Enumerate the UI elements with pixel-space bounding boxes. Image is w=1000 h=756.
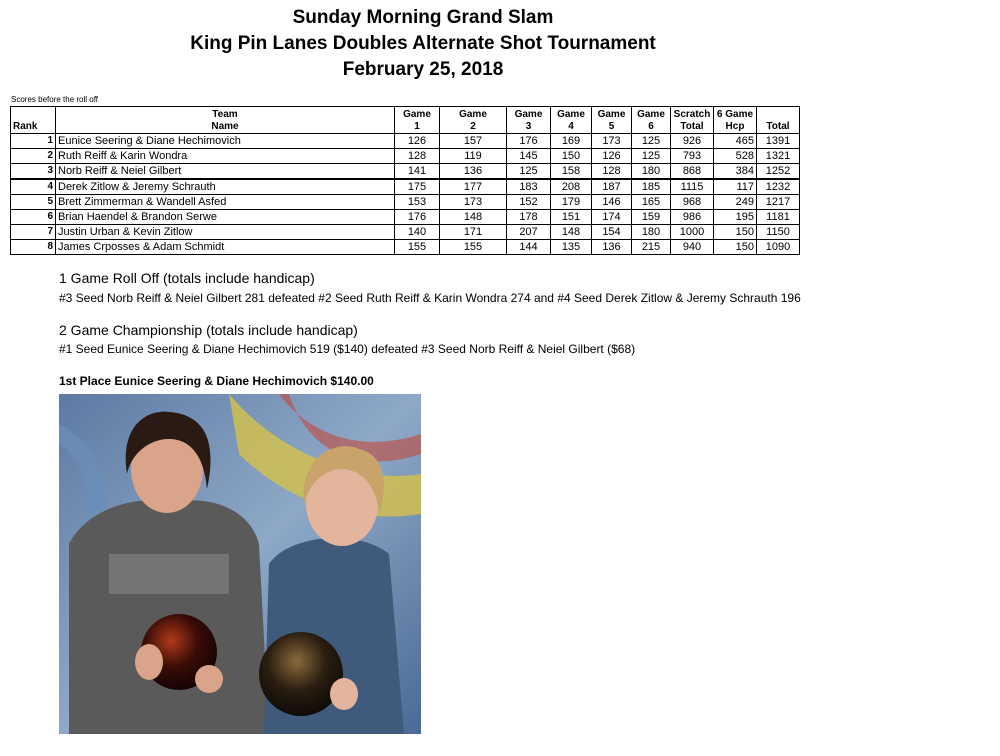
- game-5-cell: 187: [592, 179, 632, 195]
- team-name-cell: James Crposses & Adam Schmidt: [56, 240, 395, 255]
- game-6-cell: 180: [632, 225, 671, 240]
- game-6-cell: 215: [632, 240, 671, 255]
- game-3-cell: 152: [507, 195, 551, 210]
- team-name-cell: Brett Zimmerman & Wandell Asfed: [56, 195, 395, 210]
- scores-note: Scores before the roll off: [11, 95, 99, 104]
- hand-left: [135, 644, 163, 680]
- col-hcp: 6 Game Hcp: [714, 107, 757, 134]
- handicap-cell: 195: [714, 210, 757, 225]
- game-5-cell: 146: [592, 195, 632, 210]
- person-left-sweater-pattern: [109, 554, 229, 594]
- scratch-total-cell: 793: [671, 149, 714, 164]
- rank-cell: 8: [11, 240, 56, 255]
- scratch-total-cell: 968: [671, 195, 714, 210]
- game-5-cell: 154: [592, 225, 632, 240]
- game-2-cell: 157: [440, 134, 507, 149]
- scratch-total-cell: 1000: [671, 225, 714, 240]
- game-3-cell: 178: [507, 210, 551, 225]
- game-4-cell: 135: [551, 240, 592, 255]
- game-5-cell: 128: [592, 164, 632, 180]
- bowling-ball-right: [259, 632, 343, 716]
- total-cell: 1391: [757, 134, 800, 149]
- scratch-total-cell: 1115: [671, 179, 714, 195]
- table-row: [11, 179, 800, 195]
- championship-title: 2 Game Championship (totals include handicap): [59, 322, 358, 338]
- game-2-cell: 136: [440, 164, 507, 180]
- handicap-cell: 249: [714, 195, 757, 210]
- hand-right-2: [330, 678, 358, 710]
- rolloff-title: 1 Game Roll Off (totals include handicap): [59, 270, 315, 286]
- total-cell: 1150: [757, 225, 800, 240]
- game-3-cell: 176: [507, 134, 551, 149]
- game-6-cell: 165: [632, 195, 671, 210]
- game-6-cell: 185: [632, 179, 671, 195]
- col-team: Team Name: [56, 107, 395, 134]
- col-game-1: Game 1: [395, 107, 440, 134]
- total-cell: 1252: [757, 164, 800, 180]
- team-name-cell: Brian Haendel & Brandon Serwe: [56, 210, 395, 225]
- game-4-cell: 169: [551, 134, 592, 149]
- col-game-2: Game 2: [440, 107, 507, 134]
- game-2-cell: 119: [440, 149, 507, 164]
- game-4-cell: 151: [551, 210, 592, 225]
- table-header-row: [11, 107, 800, 134]
- game-1-cell: 128: [395, 149, 440, 164]
- game-1-cell: 141: [395, 164, 440, 180]
- table-row: [11, 225, 800, 240]
- col-game-4: Game 4: [551, 107, 592, 134]
- table-row: [11, 149, 800, 164]
- scratch-total-cell: 868: [671, 164, 714, 180]
- total-cell: 1217: [757, 195, 800, 210]
- handicap-cell: 465: [714, 134, 757, 149]
- game-1-cell: 153: [395, 195, 440, 210]
- scratch-total-cell: 926: [671, 134, 714, 149]
- winner-caption: 1st Place Eunice Seering & Diane Hechimovich $140.00: [59, 374, 374, 388]
- game-1-cell: 140: [395, 225, 440, 240]
- winners-photo: [59, 394, 421, 734]
- game-5-cell: 126: [592, 149, 632, 164]
- game-5-cell: 136: [592, 240, 632, 255]
- game-1-cell: 126: [395, 134, 440, 149]
- championship-text: #1 Seed Eunice Seering & Diane Hechimovich 519 ($140) defeated #3 Seed Norb Reiff & Neiel Gilbert ($68): [59, 342, 636, 356]
- table-row: [11, 164, 800, 180]
- scratch-total-cell: 940: [671, 240, 714, 255]
- game-2-cell: 148: [440, 210, 507, 225]
- total-cell: 1321: [757, 149, 800, 164]
- game-6-cell: 180: [632, 164, 671, 180]
- table-row: [11, 195, 800, 210]
- game-4-cell: 208: [551, 179, 592, 195]
- handicap-cell: 384: [714, 164, 757, 180]
- handicap-cell: 150: [714, 225, 757, 240]
- rank-cell: 6: [11, 210, 56, 225]
- game-4-cell: 150: [551, 149, 592, 164]
- game-5-cell: 173: [592, 134, 632, 149]
- team-name-cell: Eunice Seering & Diane Hechimovich: [56, 134, 395, 149]
- game-1-cell: 155: [395, 240, 440, 255]
- rank-cell: 3: [11, 164, 56, 180]
- game-2-cell: 155: [440, 240, 507, 255]
- rank-cell: 7: [11, 225, 56, 240]
- col-game-3: Game 3: [507, 107, 551, 134]
- col-scratch-total: Scratch Total: [671, 107, 714, 134]
- table-row: [11, 134, 800, 149]
- game-3-cell: 125: [507, 164, 551, 180]
- hand-right: [195, 665, 223, 693]
- table-row: [11, 210, 800, 225]
- title-line-2: King Pin Lanes Doubles Alternate Shot Tournament: [190, 33, 656, 54]
- team-name-cell: Norb Reiff & Neiel Gilbert: [56, 164, 395, 180]
- game-4-cell: 158: [551, 164, 592, 180]
- game-5-cell: 174: [592, 210, 632, 225]
- table-row: [11, 240, 800, 255]
- title-date: February 25, 2018: [342, 59, 504, 80]
- handicap-cell: 117: [714, 179, 757, 195]
- game-2-cell: 177: [440, 179, 507, 195]
- col-rank: Rank: [11, 107, 56, 134]
- handicap-cell: 150: [714, 240, 757, 255]
- game-6-cell: 125: [632, 149, 671, 164]
- scratch-total-cell: 986: [671, 210, 714, 225]
- total-cell: 1090: [757, 240, 800, 255]
- game-3-cell: 207: [507, 225, 551, 240]
- col-total: Total: [757, 107, 800, 134]
- scores-table: [10, 106, 800, 255]
- rank-cell: 2: [11, 149, 56, 164]
- game-6-cell: 125: [632, 134, 671, 149]
- team-name-cell: Ruth Reiff & Karin Wondra: [56, 149, 395, 164]
- game-1-cell: 176: [395, 210, 440, 225]
- game-3-cell: 183: [507, 179, 551, 195]
- total-cell: 1232: [757, 179, 800, 195]
- col-game-5: Game 5: [592, 107, 632, 134]
- handicap-cell: 528: [714, 149, 757, 164]
- rolloff-text: #3 Seed Norb Reiff & Neiel Gilbert 281 defeated #2 Seed Ruth Reiff & Karin Wondra 274 and #4 Seed Derek Zitlow & Jeremy Schrauth 196: [59, 291, 801, 305]
- game-1-cell: 175: [395, 179, 440, 195]
- rank-cell: 5: [11, 195, 56, 210]
- total-cell: 1181: [757, 210, 800, 225]
- game-2-cell: 173: [440, 195, 507, 210]
- rank-cell: 1: [11, 134, 56, 149]
- game-4-cell: 148: [551, 225, 592, 240]
- team-name-cell: Derek Zitlow & Jeremy Schrauth: [56, 179, 395, 195]
- game-6-cell: 159: [632, 210, 671, 225]
- game-3-cell: 145: [507, 149, 551, 164]
- rank-cell: 4: [11, 179, 56, 195]
- team-name-cell: Justin Urban & Kevin Zitlow: [56, 225, 395, 240]
- game-2-cell: 171: [440, 225, 507, 240]
- game-3-cell: 144: [507, 240, 551, 255]
- col-game-6: Game 6: [632, 107, 671, 134]
- game-4-cell: 179: [551, 195, 592, 210]
- title-line-1: Sunday Morning Grand Slam: [292, 7, 554, 28]
